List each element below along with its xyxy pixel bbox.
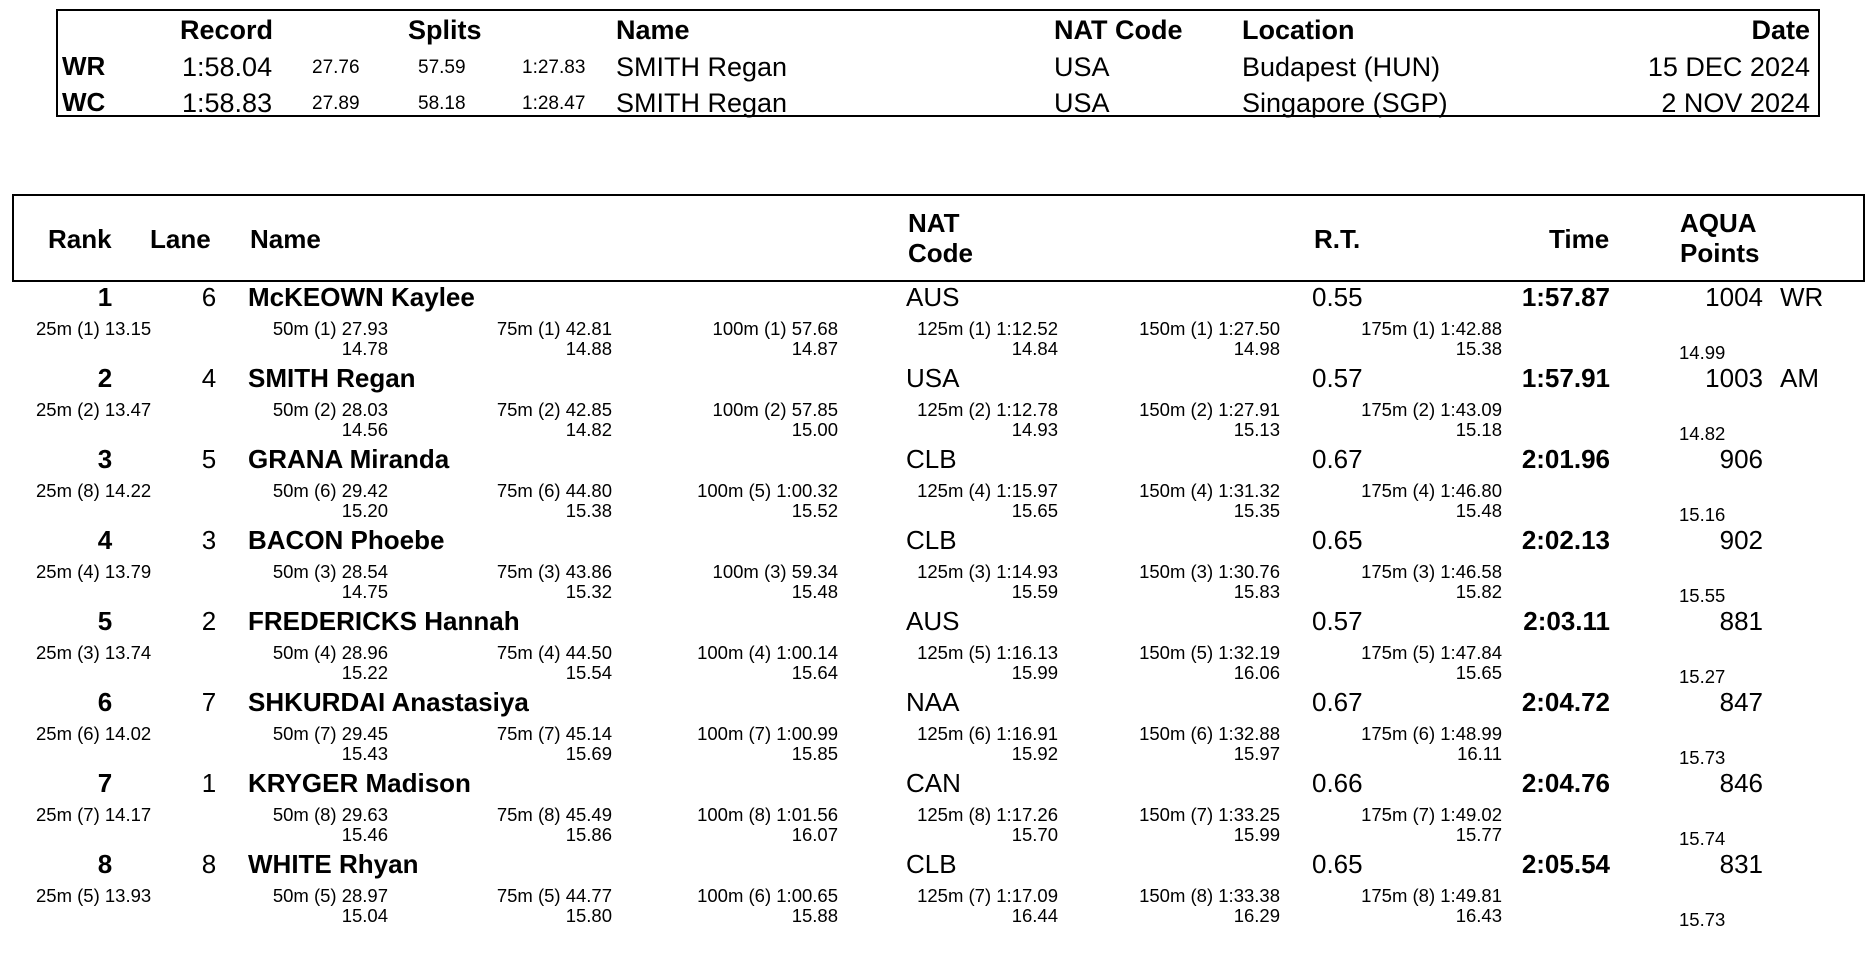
record-name-header: Name: [616, 15, 690, 45]
split-125m: 125m (7) 1:17.09 16.44: [917, 885, 1058, 926]
final-time: 2:04.72: [1521, 687, 1610, 717]
rt-header: R.T.: [1314, 224, 1361, 254]
athlete-name: SHKURDAI Anastasiya: [248, 687, 529, 717]
split-175m: 175m (2) 1:43.09 15.18: [1361, 399, 1502, 440]
reaction-time: 0.57: [1312, 363, 1363, 393]
split-25m: 25m (8) 14.22: [36, 480, 152, 501]
nat-code: CLB: [906, 849, 957, 879]
lane: 7: [201, 687, 217, 717]
athlete-name: SMITH Regan: [248, 363, 416, 393]
record-time: 1:58.83: [182, 88, 273, 118]
last-lap: 14.99: [1679, 342, 1726, 363]
result-row: [0, 444, 1867, 525]
split-75m: 75m (7) 45.14 15.69: [496, 723, 612, 764]
split-50m: 50m (5) 28.97 15.04: [272, 885, 388, 926]
aqua-points: 847: [1719, 687, 1763, 717]
record-badge: WR: [1780, 282, 1824, 312]
last-lap: 15.74: [1679, 828, 1726, 849]
lane: 5: [201, 444, 217, 474]
lane: 6: [201, 282, 217, 312]
nat-code: AUS: [906, 282, 960, 312]
record-header: Record: [180, 15, 274, 45]
split-50m: 50m (3) 28.54 14.75: [272, 561, 388, 602]
split-25m: 25m (7) 14.17: [36, 804, 152, 825]
points-header-line1: AQUA: [1680, 208, 1757, 238]
split-50m: 50m (6) 29.42 15.20: [272, 480, 388, 521]
result-row: [0, 768, 1867, 849]
date-header: Date: [1751, 15, 1810, 45]
final-time: 2:01.96: [1521, 444, 1610, 474]
nat-code: USA: [906, 363, 960, 393]
lane: 1: [201, 768, 217, 798]
aqua-points: 1003: [1705, 363, 1763, 393]
split-75m: 75m (8) 45.49 15.86: [496, 804, 612, 845]
split-75m: 75m (5) 44.77 15.80: [496, 885, 612, 926]
record-nat: USA: [1054, 88, 1110, 118]
rank: 5: [97, 606, 113, 636]
split-150m: 150m (3) 1:30.76 15.83: [1139, 561, 1280, 602]
time-header: Time: [1549, 224, 1610, 254]
final-time: 2:03.11: [1523, 606, 1610, 636]
split-150m: 150m (6) 1:32.88 15.97: [1139, 723, 1280, 764]
split-125m: 125m (6) 1:16.91 15.92: [917, 723, 1058, 764]
nat-code: CLB: [906, 444, 957, 474]
final-time: 2:04.76: [1521, 768, 1610, 798]
rank: 4: [97, 525, 113, 555]
split-75m: 75m (2) 42.85 14.82: [496, 399, 612, 440]
last-lap: 15.73: [1679, 747, 1726, 768]
records-table: [56, 9, 1820, 117]
split-25m: 25m (6) 14.02: [36, 723, 152, 744]
split-125m: 125m (5) 1:16.13 15.99: [917, 642, 1058, 683]
split-175m: 175m (7) 1:49.02 15.77: [1361, 804, 1502, 845]
athlete-name: GRANA Miranda: [248, 444, 450, 474]
lane: 8: [201, 849, 217, 879]
result-row: [0, 363, 1867, 444]
last-lap: 15.55: [1679, 585, 1726, 606]
record-date: 2 NOV 2024: [1661, 88, 1810, 118]
aqua-points: 846: [1719, 768, 1763, 798]
split-100m: 100m (5) 1:00.32 15.52: [697, 480, 838, 521]
record-split: 57.59: [418, 57, 466, 78]
split-50m: 50m (2) 28.03 14.56: [272, 399, 388, 440]
rank: 3: [97, 444, 113, 474]
record-nat-header: NAT Code: [1054, 15, 1183, 45]
split-75m: 75m (3) 43.86 15.32: [496, 561, 612, 602]
split-25m: 25m (1) 13.15: [36, 318, 152, 339]
athlete-name: KRYGER Madison: [248, 768, 471, 798]
split-175m: 175m (5) 1:47.84 15.65: [1361, 642, 1502, 683]
split-100m: 100m (1) 57.68 14.87: [712, 318, 838, 359]
rank: 2: [97, 363, 113, 393]
last-lap: 15.16: [1679, 504, 1726, 525]
lane: 3: [201, 525, 217, 555]
nat-code: CLB: [906, 525, 957, 555]
points-header-line2: Points: [1680, 238, 1760, 268]
final-time: 1:57.87: [1521, 282, 1610, 312]
record-split: 1:27.83: [522, 57, 586, 78]
split-125m: 125m (8) 1:17.26 15.70: [917, 804, 1058, 845]
reaction-time: 0.55: [1312, 282, 1363, 312]
nat-code: AUS: [906, 606, 960, 636]
aqua-points: 902: [1719, 525, 1763, 555]
split-50m: 50m (7) 29.45 15.43: [272, 723, 388, 764]
split-25m: 25m (5) 13.93: [36, 885, 152, 906]
lane-header: Lane: [150, 224, 211, 254]
split-25m: 25m (3) 13.74: [36, 642, 152, 663]
reaction-time: 0.57: [1312, 606, 1363, 636]
split-25m: 25m (4) 13.79: [36, 561, 152, 582]
split-125m: 125m (4) 1:15.97 15.65: [917, 480, 1058, 521]
split-175m: 175m (3) 1:46.58 15.82: [1361, 561, 1502, 602]
reaction-time: 0.65: [1312, 849, 1363, 879]
split-150m: 150m (4) 1:31.32 15.35: [1139, 480, 1280, 521]
record-nat: USA: [1054, 52, 1110, 82]
athlete-name: BACON Phoebe: [248, 525, 445, 555]
split-175m: 175m (6) 1:48.99 16.11: [1361, 723, 1502, 764]
last-lap: 14.82: [1679, 423, 1726, 444]
split-50m: 50m (1) 27.93 14.78: [272, 318, 388, 359]
rank: 6: [97, 687, 113, 717]
nat-header-line1: NAT: [908, 208, 960, 238]
split-25m: 25m (2) 13.47: [36, 399, 152, 420]
nat-code: NAA: [906, 687, 960, 717]
split-150m: 150m (2) 1:27.91 15.13: [1139, 399, 1280, 440]
record-time: 1:58.04: [182, 52, 273, 82]
split-150m: 150m (7) 1:33.25 15.99: [1139, 804, 1280, 845]
record-label: WC: [62, 87, 106, 117]
lane: 2: [201, 606, 217, 636]
split-125m: 125m (2) 1:12.78 14.93: [917, 399, 1058, 440]
split-100m: 100m (6) 1:00.65 15.88: [697, 885, 838, 926]
split-125m: 125m (3) 1:14.93 15.59: [917, 561, 1058, 602]
last-lap: 15.73: [1679, 909, 1726, 930]
record-badge: AM: [1780, 363, 1819, 393]
aqua-points: 881: [1719, 606, 1763, 636]
final-time: 2:05.54: [1521, 849, 1610, 879]
split-75m: 75m (1) 42.81 14.88: [496, 318, 612, 359]
split-150m: 150m (5) 1:32.19 16.06: [1139, 642, 1280, 683]
aqua-points: 906: [1719, 444, 1763, 474]
split-100m: 100m (8) 1:01.56 16.07: [697, 804, 838, 845]
final-time: 1:57.91: [1521, 363, 1610, 393]
rank: 8: [97, 849, 113, 879]
aqua-points: 1004: [1705, 282, 1763, 312]
nat-code: CAN: [906, 768, 961, 798]
lane: 4: [201, 363, 217, 393]
result-row: [0, 282, 1867, 363]
record-holder: SMITH Regan: [616, 52, 788, 82]
split-175m: 175m (1) 1:42.88 15.38: [1361, 318, 1502, 359]
split-175m: 175m (8) 1:49.81 16.43: [1361, 885, 1502, 926]
record-split: 27.76: [312, 57, 360, 78]
reaction-time: 0.67: [1312, 444, 1363, 474]
rank-header: Rank: [48, 224, 112, 254]
split-125m: 125m (1) 1:12.52 14.84: [917, 318, 1058, 359]
record-location: Singapore (SGP): [1242, 88, 1448, 118]
split-150m: 150m (8) 1:33.38 16.29: [1139, 885, 1280, 926]
record-label: WR: [62, 51, 106, 81]
result-row: [0, 849, 1867, 930]
split-100m: 100m (3) 59.34 15.48: [712, 561, 838, 602]
split-75m: 75m (6) 44.80 15.38: [496, 480, 612, 521]
split-75m: 75m (4) 44.50 15.54: [496, 642, 612, 683]
record-date: 15 DEC 2024: [1647, 52, 1810, 82]
split-175m: 175m (4) 1:46.80 15.48: [1361, 480, 1502, 521]
reaction-time: 0.65: [1312, 525, 1363, 555]
result-row: [0, 687, 1867, 768]
split-100m: 100m (2) 57.85 15.00: [712, 399, 838, 440]
aqua-points: 831: [1719, 849, 1763, 879]
split-150m: 150m (1) 1:27.50 14.98: [1139, 318, 1280, 359]
final-time: 2:02.13: [1521, 525, 1610, 555]
record-holder: SMITH Regan: [616, 88, 788, 118]
athlete-name: WHITE Rhyan: [248, 849, 419, 879]
last-lap: 15.27: [1679, 666, 1726, 687]
record-split: 27.89: [312, 93, 360, 114]
name-header: Name: [250, 224, 321, 254]
split-100m: 100m (7) 1:00.99 15.85: [697, 723, 838, 764]
rank: 1: [97, 282, 113, 312]
results-header: [12, 194, 1865, 282]
reaction-time: 0.66: [1312, 768, 1363, 798]
record-split: 58.18: [418, 93, 466, 114]
athlete-name: McKEOWN Kaylee: [248, 282, 475, 312]
location-header: Location: [1242, 15, 1355, 45]
split-50m: 50m (4) 28.96 15.22: [272, 642, 388, 683]
result-row: [0, 606, 1867, 687]
reaction-time: 0.67: [1312, 687, 1363, 717]
nat-header-line2: Code: [908, 238, 973, 268]
rank: 7: [97, 768, 113, 798]
split-50m: 50m (8) 29.63 15.46: [272, 804, 388, 845]
record-split: 1:28.47: [522, 93, 586, 114]
athlete-name: FREDERICKS Hannah: [248, 606, 520, 636]
record-location: Budapest (HUN): [1242, 52, 1441, 82]
split-100m: 100m (4) 1:00.14 15.64: [697, 642, 838, 683]
result-row: [0, 525, 1867, 606]
splits-header: Splits: [408, 15, 482, 45]
